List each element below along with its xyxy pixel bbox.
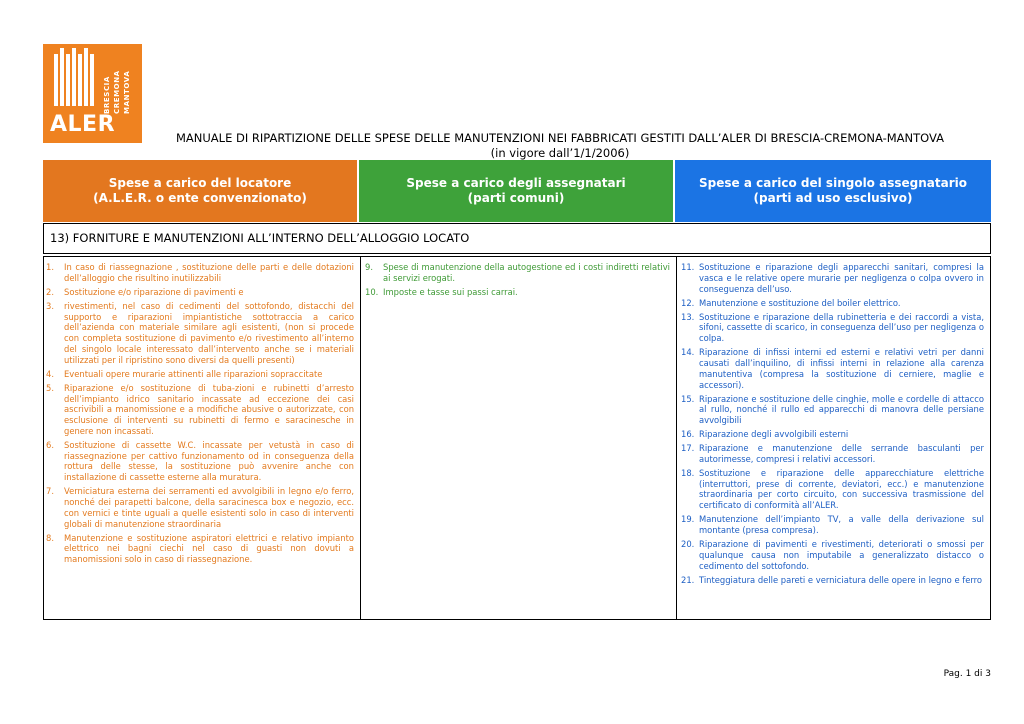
- page-number: Pag. 1 di 3: [943, 669, 991, 679]
- item-number: 1.: [46, 262, 54, 272]
- item-text: Sostituzione di cassette W.C. incassate per vetustà in caso di riassegnazione per cattivo funzionamento od in conseguenza della rottura delle stesse, la sostituzione può avvenire anche con installazione di cassette esterne alla muratura.: [64, 439, 354, 483]
- header-assegnatari-line1: Spese a carico degli assegnatari: [406, 176, 626, 190]
- list-item-singolo: [677, 429, 984, 440]
- item-text: Manutenzione dell’impianto TV, a valle della derivazione sul montante (presa compresa).: [699, 514, 984, 536]
- header-assegnatari-line2: (parti comuni): [467, 191, 565, 205]
- item-number: 18.: [681, 467, 695, 478]
- item-text: Tinteggiatura delle pareti e verniciatura delle opere in legno e ferro: [699, 574, 983, 585]
- logo-city-mantova: MANTOVA: [123, 70, 131, 114]
- item-text: Manutenzione e sostituzione del boiler elettrico.: [699, 297, 901, 308]
- item-text: Imposte e tasse sui passi carrai.: [383, 286, 518, 297]
- item-number: 20.: [681, 539, 695, 550]
- column-locatore: [44, 257, 360, 619]
- item-number: 14.: [681, 347, 695, 358]
- list-item-locatore: [44, 369, 354, 380]
- list-item-singolo: [677, 539, 984, 571]
- header-singolo: [675, 160, 991, 222]
- list-item-locatore: [44, 533, 354, 565]
- item-number: 8.: [46, 532, 54, 543]
- title-line-1: MANUALE DI RIPARTIZIONE DELLE SPESE DELLE MANUTENZIONI NEI FABBRICATI GESTITI DALL’ALER DI BRESCIA-CREMONA-MANTOVA: [175, 131, 945, 145]
- list-item-singolo: [677, 312, 984, 344]
- item-text: rivestimenti, nel caso di cedimenti del sottofondo, distacchi del supporto e riparazioni impiantistiche sottotraccia a carico dell’azienda con materiale similare agli esistenti, (non si procede con completa sostituzione di pavimento e/o rivestimento all’interno del singolo locale interessato dall’intervento anche se i materiali utilizzati per il ripristino sono diversi da quelli presenti): [64, 300, 354, 365]
- list-item-singolo: [677, 298, 984, 309]
- item-number: 16.: [681, 429, 695, 440]
- item-text: Spese di manutenzione della autogestione ed i costi indiretti relativi ai servizi erogati.: [383, 262, 670, 283]
- item-number: 6.: [46, 439, 54, 450]
- list-item-singolo: [677, 468, 984, 511]
- item-number: 10.: [365, 286, 379, 297]
- list-item-singolo: [677, 443, 984, 465]
- item-text: Sostituzione e/o riparazione di pavimenti e: [64, 286, 244, 297]
- item-number: 7.: [46, 486, 54, 497]
- item-text: Eventuali opere murarie attinenti alle riparazioni sopraccitate: [64, 368, 323, 379]
- item-text: Sostituzione e riparazione degli apparecchi sanitari, compresi la vasca e le relative opere murarie per negligenza o colpa ovvero in conseguenza dell’uso.: [699, 262, 984, 294]
- header-singolo-line1: Spese a carico del singolo assegnatario: [699, 176, 967, 190]
- column-assegnatari: [360, 257, 676, 619]
- item-number: 12.: [681, 297, 695, 308]
- list-item-locatore: [44, 287, 354, 298]
- item-number: 13.: [681, 311, 695, 322]
- header-singolo-line2: (parti ad uso esclusivo): [753, 191, 913, 205]
- item-number: 15.: [681, 393, 695, 404]
- item-number: 11.: [681, 262, 695, 272]
- item-text: Riparazione di infissi interni ed esterni e relativi vetri per danni causati dall’inquilino, di infissi interni in relazione alla carenza manutentiva (compresa la sostituzione di cerniere, maglie e accessori).: [699, 347, 984, 390]
- list-item-locatore: [44, 301, 354, 366]
- header-locatore: [43, 160, 357, 222]
- list-item-locatore: [44, 440, 354, 483]
- list-item-locatore: [44, 486, 354, 529]
- item-text: Verniciatura esterna dei serramenti ed avvolgibili in legno e/o ferro, nonché dei parapetti balcone, della saracinesca box e negozio, ecc. con vernici e tinte uguali a quelle esistenti solo in caso di interventi globali di manutenzione straordinaria: [64, 486, 354, 529]
- header-assegnatari: [359, 160, 673, 222]
- list-item-locatore: [44, 383, 354, 437]
- list-item-singolo: [677, 394, 984, 426]
- column-singolo: [676, 257, 990, 619]
- item-text: Sostituzione e riparazione della rubinetteria e dei raccordi a vista, sifoni, cassette di scarico, in conseguenza dell’uso per negligenza o colpa.: [699, 311, 984, 344]
- item-text: Riparazione e/o sostituzione di tuba-zioni e rubinetti d’arresto dell’impianto idrico sanitario incassate ad eccezione dei casi ascrivibili a manomissione e a modifiche abusive o autorizzate, con esclusione di interventi su rubinetti di fermo e saracinesche in genere non incassati.: [64, 382, 354, 436]
- item-text: Sostituzione e riparazione delle apparecchiature elettriche (interruttori, prese di corrente, deviatori, ecc.) e manutenzione straordinaria per corto circuito, con successiva trasmissione del certificato di conformità all’ALER.: [699, 467, 984, 511]
- item-number: 2.: [46, 286, 54, 297]
- item-number: 21.: [681, 574, 695, 585]
- document-title: [130, 131, 990, 161]
- logo-city-brescia: BRESCIA: [103, 76, 111, 114]
- item-text: Manutenzione e sostituzione aspiratori elettrici e relativo impianto elettrico nei bagni ciechi nel caso di guasti non dovuti a manomissioni solo in caso di riassegnazione.: [64, 532, 354, 565]
- list-item-locatore: [44, 262, 354, 284]
- list-item-assegnatari: [361, 287, 670, 298]
- section-title: 13) FORNITURE E MANUTENZIONI ALL’INTERNO DELL’ALLOGGIO LOCATO: [43, 223, 991, 254]
- aler-logo: [43, 44, 142, 143]
- item-number: 19.: [681, 514, 695, 525]
- item-number: 5.: [46, 382, 54, 393]
- item-number: 17.: [681, 443, 695, 454]
- item-number: 3.: [46, 300, 54, 311]
- item-text: Riparazione e sostituzione delle cinghie, molle e cordelle di attacco al rullo, nonché il rullo ed apparecchi di manovra delle persiane avvolgibili: [699, 393, 984, 426]
- item-text: Riparazione di pavimenti e rivestimenti, deteriorati o smossi per qualunque causa non imputabile a generalizzato distacco o cedimento del sottofondo.: [699, 539, 984, 571]
- item-number: 4.: [46, 368, 54, 379]
- expense-table: [43, 256, 991, 620]
- list-item-singolo: [677, 347, 984, 390]
- header-locatore-line1: Spese a carico del locatore: [108, 176, 292, 190]
- logo-text: ALER: [50, 112, 116, 137]
- item-number: 9.: [365, 262, 373, 272]
- logo-city-cremona: CREMONA: [113, 70, 121, 114]
- title-line-2: (in vigore dall’1/1/2006): [490, 146, 630, 160]
- header-locatore-line2: (A.L.E.R. o ente convenzionato): [93, 191, 307, 205]
- list-item-assegnatari: [361, 262, 670, 284]
- list-item-singolo: [677, 575, 984, 586]
- list-item-singolo: [677, 514, 984, 536]
- item-text: In caso di riassegnazione , sostituzione delle parti e delle dotazioni dell’alloggio che risultino inutilizzabili: [64, 262, 354, 283]
- item-text: Riparazione degli avvolgibili esterni: [699, 429, 849, 440]
- list-item-singolo: [677, 262, 984, 294]
- item-text: Riparazione e manutenzione delle serrande basculanti per autorimesse, compresi i relativi accessori.: [699, 443, 984, 464]
